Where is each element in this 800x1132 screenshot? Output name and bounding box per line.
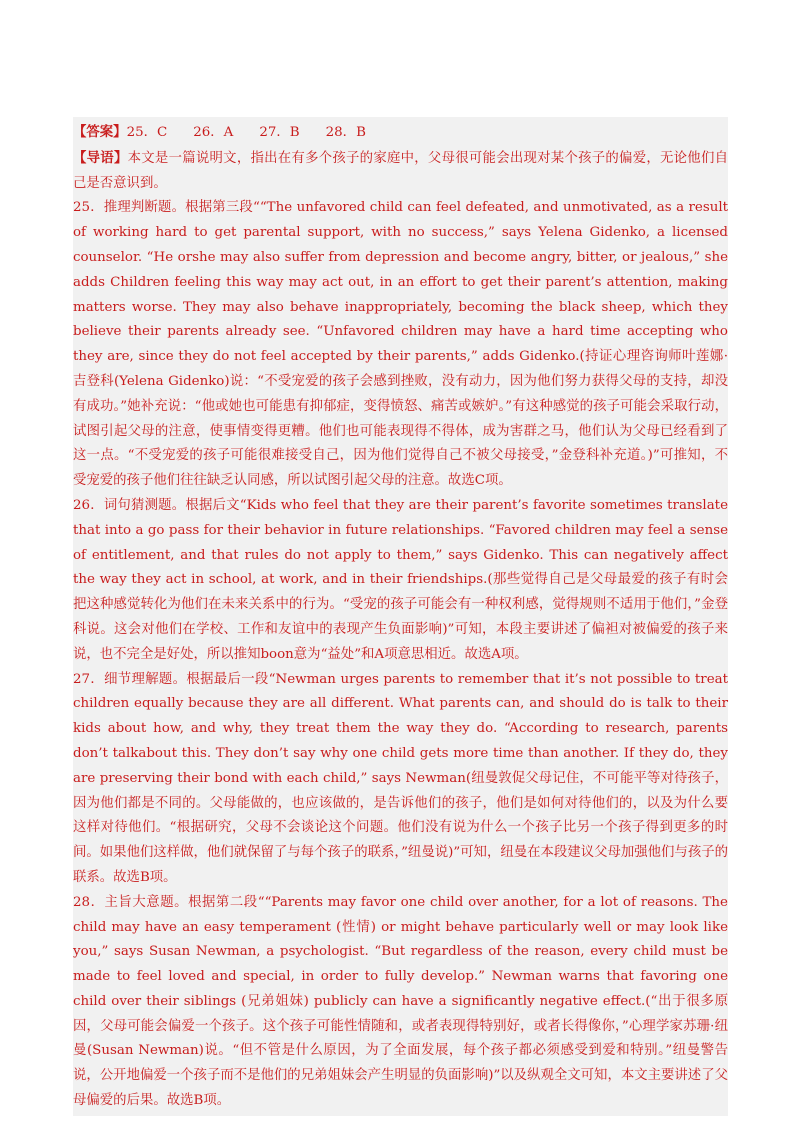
answer-label: 【答案】 — [73, 124, 127, 140]
answer-line — [73, 120, 728, 146]
guide-paragraph — [73, 146, 728, 197]
answer-item-25: 25．C — [126, 125, 168, 140]
guide-label: 【导语】 — [73, 149, 128, 166]
answer-item-26: 26．A — [193, 125, 234, 140]
guide-text: 本文是一篇说明文，指出在有多个孩子的家庭中，父母很可能会出现对某个孩子的偏爱，无论他们自己是否意识到。 — [73, 150, 729, 191]
explanation-27: 27．细节理解题。根据最后一段“Newman urges parents to remember that it’s not possible to treat children equally because they are all different. What parents can, and should do is talk to their kids about how, and why, they treat them the way they do. “According to research, parents don’t talkabout this. They don’t say why one child gets more time than another. If they do, they are preserving their bond with each child,” says Newman(纽曼敦促父母记住，不可能平等对待孩子，因为他们都是不同的。父母能做的，也应该做的，是告诉他们的孩子，他们是如何对待他们的，以及为什么要这样对待他们。“根据研究，父母不会谈论这个问题。他们没有说为什么一个孩子比另一个孩子得到更多的时间。如果他们这样做，他们就保留了与每个孩子的联系，”纽曼说)”可知，纽曼在本段建议父母加强他们与孩子的联系。故选B项。 — [73, 671, 728, 885]
explanation-25: 25．推理判断题。根据第三段““The unfavored child can feel defeated, and unmotivated, as a result of working hard to get parental support, with no success,” says Yelena Gidenko, a licensed counselor. “He orshe may also suffer from depression and become angry, bitter, or jealous,” she adds Children feeling this way may act out, in an effort to get their parent’s attention, making matters worse. They may also behave inappropriately, becoming the black sheep, which they believe their parents already see. “Unfavored children may have a hard time accepting who they are, since they do not feel accepted by their parents,” adds Gidenko.(持证心理咨询师叶莲娜·吉登科(Yelena Gidenko)说：“不受宠爱的孩子会感到挫败，没有动力，因为他们努力获得父母的支持，却没有成功。”她补充说：“他或她也可能患有抑郁症，变得愤怒、痛苦或嫉妒。”有这种感觉的孩子可能会采取行动，试图引起父母的注意，使事情变得更糟。他们也可能表现得不得体，成为害群之马，他们认为父母已经看到了这一点。“不受宠爱的孩子可能很难接受自己，因为他们觉得自己不被父母接受，”金登科补充道。)”可推知，不受宠爱的孩子他们往往缺乏认同感，所以试图引起父母的注意。故选C项。 — [73, 200, 728, 489]
explanation-28: 28．主旨大意题。根据第二段““Parents may favor one child over another, for a lot of reasons. The child may have an easy temperament (性情) or might behave particularly well or may look like you,” says Susan Newman, a psychologist. “But regardless of the reason, every child must be made to feel loved and special, in order to fully develop.” Newman warns that favoring one child over their siblings (兄弟姐妹) publicly can have a significantly negative effect.(“出于很多原因，父母可能会偏爱一个孩子。这个孩子可能性情随和，或者表现得特别好，或者长得像你，”心理学家苏珊·纽曼(Susan Newman)说。“但不管是什么原因，为了全面发展，每个孩子都必须感受到爱和特别。”纽曼警告说，公开地偏爱一个孩子而不是他们的兄弟姐妹会产生明显的负面影响)”以及纵观全文可知，本文主要讲述了父母偏爱的后果。故选B项。 — [73, 894, 728, 1109]
answer-item-28: 28．B — [325, 125, 366, 140]
answer-item-27: 27．B — [259, 125, 300, 140]
explanation-26: 26．词句猜测题。根据后文“Kids who feel that they are their parent’s favorite sometimes translate that into a go pass for their behavior in future relationships. “Favored children may feel a sense of entitlement, and that rules do not apply to them,” says Gidenko. This can negatively affect the way they act in school, at work, and in their friendships.(那些觉得自己是父母最爱的孩子有时会把这种感觉转化为他们在未来关系中的行为。“受宠的孩子可能会有一种权利感，觉得规则不适用于他们，”金登科说。这会对他们在学校、工作和友谊中的表现产生负面影响)”可知，本段主要讲述了偏袒对被偏爱的孩子来说，也不完全是好处，所以推知boon意为“益处”和A项意思相近。故选A项。 — [73, 497, 728, 662]
answer-explanation-block — [73, 117, 728, 1116]
